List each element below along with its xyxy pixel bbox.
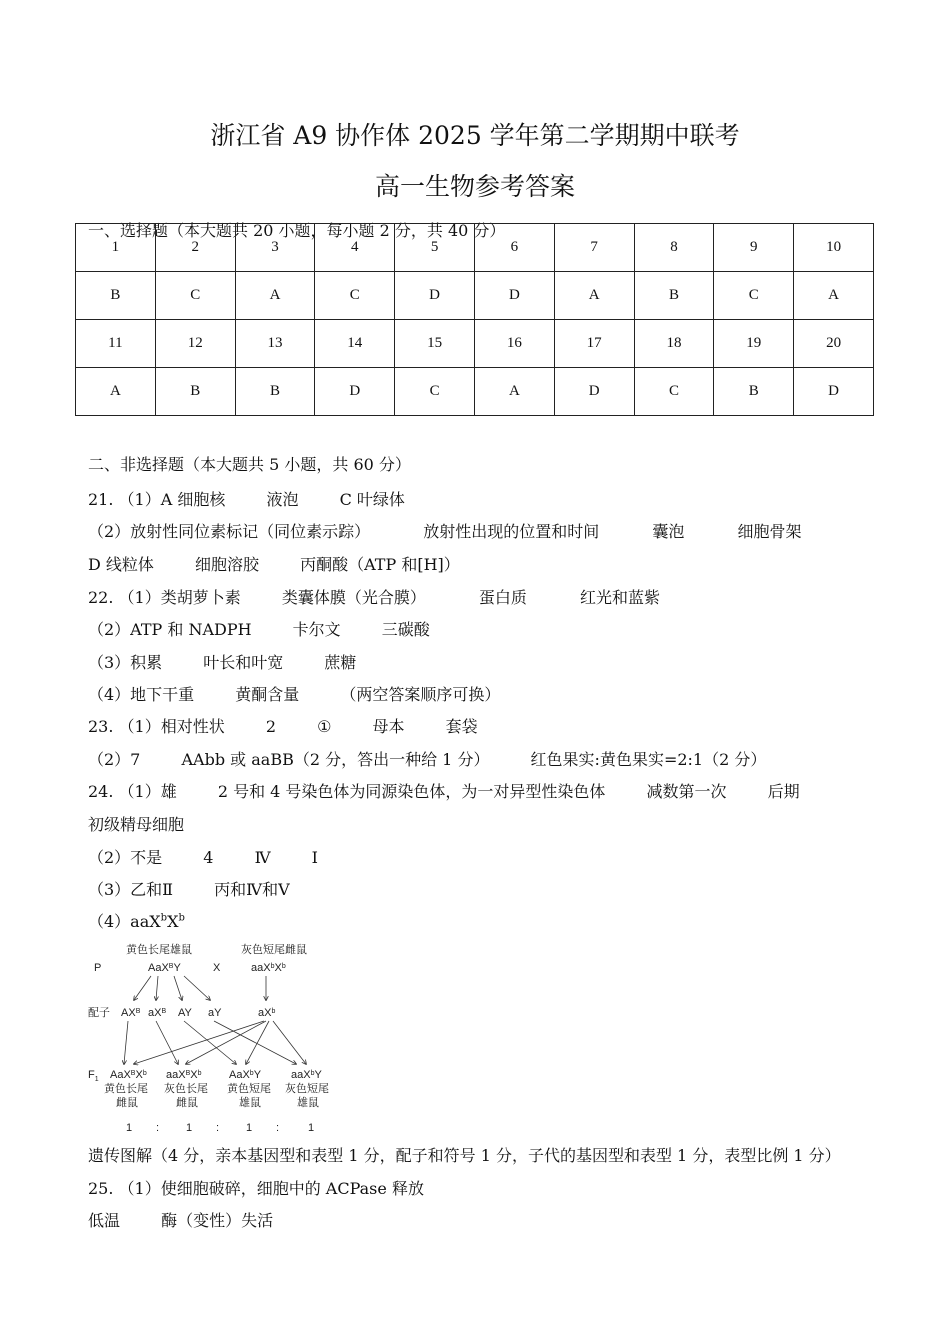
q22-line4 (88, 682, 500, 705)
answer-text: C 叶绿体 (339, 490, 405, 509)
table-cell: A (794, 272, 874, 320)
offspring-phenotype-1: 黄色长尾 (104, 1083, 148, 1095)
male-genotype: AaX$^B$Y (148, 962, 181, 974)
offspring-sex-4: 雄鼠 (297, 1097, 319, 1109)
table-cell: C (315, 272, 395, 320)
answer-text: （2）放射性同位素标记（同位素示踪） (88, 522, 371, 541)
offspring-genotype-1: $AaX^BX^b$ (110, 1069, 147, 1081)
q23-line1 (88, 714, 478, 737)
table-cell: A (76, 368, 156, 416)
table-cell: 10 (794, 224, 874, 272)
table-cell: 13 (235, 320, 315, 368)
q22-line3 (88, 650, 356, 673)
answer-text: （2）不是 (88, 848, 163, 867)
gamete-label: 配子 (88, 1007, 110, 1019)
table-row-answers (76, 272, 874, 320)
table-cell: D (794, 368, 874, 416)
offspring-genotype-3: AaX$^b$Y (229, 1069, 262, 1081)
answer-table (75, 223, 874, 416)
document-subtitle: 高一生物参考答案 (374, 172, 575, 201)
answer-text: 丙和Ⅳ和Ⅴ (214, 880, 290, 899)
q22-line1 (88, 585, 660, 608)
answer-text: 减数第一次 (646, 782, 727, 801)
table-cell: C (714, 272, 794, 320)
answer-text: 后期 (767, 782, 800, 801)
table-cell: 7 (554, 224, 634, 272)
answer-text: 细胞溶胶 (195, 555, 260, 574)
answer-text: 卡尔文 (292, 620, 341, 639)
answer-text: AAbb 或 aaBB（2 分，答出一种给 1 分） (181, 750, 490, 769)
table-cell: A (554, 272, 634, 320)
answer-text: 放射性出现的位置和时间 (423, 522, 600, 541)
table-cell: B (76, 272, 156, 320)
answer-text: 黄酮含量 (235, 685, 300, 704)
q24-line3 (88, 845, 318, 868)
table-cell: 20 (794, 320, 874, 368)
table-cell: 3 (235, 224, 315, 272)
offspring-genotype-2: $aaX^BX^b$ (166, 1069, 202, 1081)
female-genotype: $aaX^bX^b$ (251, 962, 286, 974)
table-cell: B (714, 368, 794, 416)
ratio-value: 1 (126, 1122, 133, 1134)
q21-line1 (88, 487, 405, 510)
ratio-value: 1 (308, 1122, 315, 1134)
q22-line2 (88, 617, 430, 640)
q21-line2 (88, 519, 802, 542)
answer-text: 套袋 (445, 717, 478, 736)
q24-line4 (88, 877, 290, 900)
answer-text: 丙酮酸（ATP 和[H]） (300, 555, 460, 574)
answer-text: 类囊体膜（光合膜） (281, 588, 426, 607)
answer-text: 叶长和叶宽 (203, 653, 284, 672)
ratio-separator: : (276, 1122, 280, 1134)
document-title: 浙江省 A9 协作体 2025 学年第二学期期中联考 (210, 121, 740, 150)
q25-line1: 25. （1）使细胞破碎，细胞中的 ACPase 释放 (88, 1179, 424, 1198)
table-cell: 18 (634, 320, 714, 368)
table-row-answers (76, 368, 874, 416)
genotype-text: （4）aaX (88, 912, 161, 931)
gamete-offspring-arrows (124, 1021, 306, 1064)
genetic-cross-diagram (86, 938, 336, 1143)
answer-text: （2）7 (88, 750, 141, 769)
gamete-aXB: $aX^B$ (148, 1007, 167, 1019)
table-cell: C (155, 272, 235, 320)
table-cell: 19 (714, 320, 794, 368)
diagram-scoring-note: 遗传图解（4 分，亲本基因型和表型 1 分，配子和符号 1 分，子代的基因型和表型 1 分，表型比例 1 分） (88, 1146, 841, 1165)
table-cell: C (634, 368, 714, 416)
answer-text: 细胞骨架 (737, 522, 802, 541)
offspring-sex-1: 雌鼠 (116, 1097, 138, 1109)
answer-text: Ⅰ (311, 848, 318, 867)
answer-text: 红色果实:黄色果实=2:1（2 分） (530, 750, 767, 769)
table-cell: 12 (155, 320, 235, 368)
table-cell: 1 (76, 224, 156, 272)
gamete-aY: aY (208, 1007, 222, 1019)
table-cell: 11 (76, 320, 156, 368)
offspring-phenotype-3: 黄色短尾 (227, 1083, 271, 1095)
answer-text: （两空答案顺序可换） (340, 685, 501, 704)
q24-line1 (88, 779, 800, 802)
table-cell: D (395, 272, 475, 320)
section-heading-choice: 一、选择题（本大题共 20 小题，每小题 2 分，共 40 分） (88, 221, 506, 240)
table-cell: C (395, 368, 475, 416)
male-phenotype: 黄色长尾雄鼠 (126, 944, 192, 956)
answer-text: 三碳酸 (381, 620, 430, 639)
superscript: b (178, 912, 185, 924)
answer-text: ① (317, 717, 332, 736)
p-label: P (94, 962, 102, 974)
table-cell: 5 (395, 224, 475, 272)
ratio-value: 1 (246, 1122, 253, 1134)
answer-text: 蛋白质 (478, 588, 527, 607)
offspring-genotype-4: aaX$^b$Y (291, 1069, 322, 1081)
offspring-phenotype-2: 灰色长尾 (164, 1083, 208, 1095)
table-cell: B (235, 368, 315, 416)
table-cell: 4 (315, 224, 395, 272)
answer-text: D 线粒体 (88, 555, 154, 574)
table-cell: A (474, 368, 554, 416)
table-cell: 8 (634, 224, 714, 272)
genotype-text: X (167, 912, 179, 931)
section-heading-nonchoice: 二、非选择题（本大题共 5 小题，共 60 分） (88, 455, 411, 474)
table-cell: 6 (474, 224, 554, 272)
answer-text: 液泡 (266, 490, 299, 509)
answer-text: （4）地下干重 (88, 685, 195, 704)
table-cell: A (235, 272, 315, 320)
answer-text: 21. （1）A 细胞核 (88, 490, 226, 509)
answer-text: 23. （1）相对性状 (88, 717, 225, 736)
table-cell: 9 (714, 224, 794, 272)
f1-label: $F_1$ (88, 1069, 99, 1083)
table-row-question-numbers (76, 224, 874, 272)
answer-text: 酶（变性）失活 (161, 1211, 274, 1230)
q24-line2: 初级精母细胞 (88, 815, 185, 834)
answer-text: （3）积累 (88, 653, 163, 672)
answer-text: 24. （1）雄 (88, 782, 177, 801)
answer-text: （2）ATP 和 NADPH (88, 620, 252, 639)
offspring-phenotype-4: 灰色短尾 (285, 1083, 329, 1095)
table-cell: 16 (474, 320, 554, 368)
answer-text: 22. （1）类胡萝卜素 (88, 588, 241, 607)
table-cell: 2 (155, 224, 235, 272)
ratio-separator: : (216, 1122, 220, 1134)
offspring-ratio (126, 1122, 314, 1134)
cross-symbol: X (213, 962, 221, 974)
q25-line2 (88, 1208, 273, 1231)
ratio-value: 1 (186, 1122, 193, 1134)
table-cell: 14 (315, 320, 395, 368)
female-phenotype: 灰色短尾雌鼠 (241, 944, 307, 956)
gamete-aXB-upper: $AX^B$ (121, 1007, 141, 1019)
q23-line2 (88, 747, 766, 770)
answer-text: Ⅳ (254, 848, 271, 867)
table-cell: B (155, 368, 235, 416)
q24-line5 (88, 909, 185, 932)
gamete-AY: AY (178, 1007, 192, 1019)
table-cell: D (554, 368, 634, 416)
table-cell: 17 (554, 320, 634, 368)
answer-text: 囊泡 (652, 522, 685, 541)
table-cell: 15 (395, 320, 475, 368)
answer-text: 2 号和 4 号染色体为同源染色体，为一对异型性染色体 (217, 782, 606, 801)
ratio-separator: : (156, 1122, 160, 1134)
answer-text: 母本 (372, 717, 405, 736)
answer-text: 蔗糖 (324, 653, 357, 672)
superscript: b (160, 912, 168, 924)
answer-text: 4 (203, 848, 214, 867)
table-cell: D (474, 272, 554, 320)
parent-gamete-arrows (134, 976, 266, 1000)
table-cell: B (634, 272, 714, 320)
q21-line3 (88, 552, 460, 575)
offspring-sex-3: 雄鼠 (239, 1097, 261, 1109)
offspring-sex-2: 雌鼠 (176, 1097, 198, 1109)
answer-text: 红光和蓝紫 (580, 588, 661, 607)
table-row-question-numbers (76, 320, 874, 368)
answer-text: （3）乙和Ⅱ (88, 880, 174, 899)
gamete-aXb: $aX^b$ (258, 1007, 276, 1019)
answer-text: 低温 (88, 1211, 121, 1230)
answer-text: 2 (265, 717, 276, 736)
table-cell: D (315, 368, 395, 416)
